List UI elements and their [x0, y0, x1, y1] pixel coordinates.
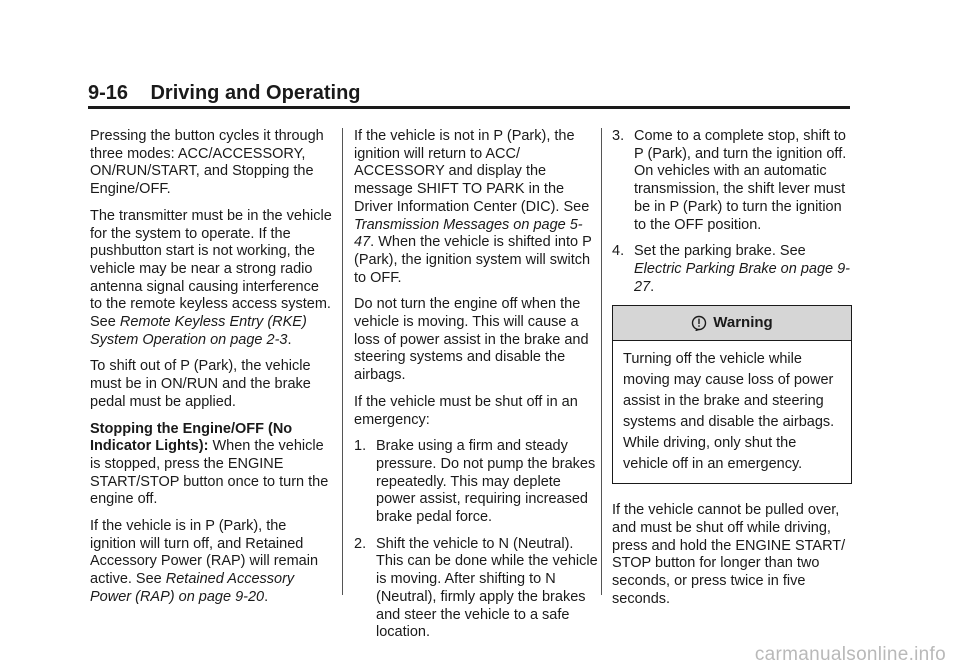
- warning-header: [613, 306, 851, 341]
- list-item-text: Come to a complete stop, shift to P (Park), and turn the ignition off. On vehicles with an automatic transmission, the shift lever must be in P (Park) to turn the ignition to the OFF position.: [634, 128, 847, 233]
- paragraph: To shift out of P (Park), the vehicle must be in ON/RUN and the brake pedal must be applied.: [90, 358, 311, 410]
- page-number: 9-16: [88, 82, 129, 104]
- numbered-list: [612, 128, 852, 296]
- paragraph: If the vehicle cannot be pulled over, and must be shut off while driving, press and hold the ENGINE START/ STOP button for longer than two seconds, or press twice in five seconds.: [612, 502, 846, 607]
- list-item: [354, 438, 598, 527]
- warning-body: Turning off the vehicle while moving may cause loss of power assist in the brake and steering systems and disable the airbags. While driving, only shut the vehicle off in an emergency.: [623, 351, 835, 473]
- column-2: [354, 128, 598, 651]
- column-1: [90, 128, 334, 616]
- watermark: carmanualsonline.info: [754, 644, 946, 665]
- paragraph-text: When the vehicle is stopped, press the ENGINE START/STOP button once to turn the engine off.: [90, 438, 329, 508]
- paragraph-text: .: [264, 588, 269, 605]
- paragraph-text: . When the vehicle is shifted into P (Park), the ignition system will switch to OFF.: [354, 234, 592, 286]
- list-item-text: Set the parking brake. See: [634, 243, 806, 260]
- list-item-text: Brake using a firm and steady pressure. Do not pump the brakes repeatedly. This may deplete power assist, requiring increased brake pedal force.: [376, 438, 596, 526]
- paragraph-text: If the vehicle is in P (Park), the ignition will turn off, and Retained Accessory Power (RAP) will remain active. See: [90, 518, 319, 588]
- column-divider: [601, 128, 602, 595]
- paragraph: [90, 421, 334, 510]
- paragraph-text: .: [287, 331, 292, 348]
- list-number: 1.: [354, 438, 367, 455]
- paragraph: If the vehicle must be shut off in an emergency:: [354, 393, 578, 428]
- numbered-list: [354, 438, 598, 642]
- warning-box: [612, 305, 852, 484]
- warning-title: Warning: [713, 314, 773, 332]
- cross-reference-link[interactable]: Electric Parking Brake on page 9-27: [634, 260, 850, 295]
- cross-reference-link[interactable]: Remote Keyless Entry (RKE) System Operation on page 2-3: [90, 314, 307, 348]
- column-divider: [342, 128, 343, 595]
- list-number: 4.: [612, 243, 625, 260]
- page-header: [88, 80, 850, 109]
- list-item: [612, 243, 852, 296]
- warning-icon: [691, 315, 707, 331]
- column-3: [612, 128, 852, 618]
- list-item-text: .: [650, 278, 655, 295]
- list-number: 3.: [612, 128, 625, 144]
- paragraph-text: The transmitter must be in the vehicle for the system to operate. If the pushbutton start is not working, the vehicle may be near a strong radio antenna signal causing interference to the remote keyless access system. See: [90, 207, 332, 331]
- section-title: Driving and Operating: [150, 82, 361, 104]
- paragraph: [90, 518, 334, 607]
- paragraph-text: If the vehicle is not in P (Park), the ignition will return to ACC/ ACCESSORY and display the message SHIFT TO PARK in the Driver Information Center (DIC). See: [354, 128, 590, 215]
- cross-reference-link[interactable]: Transmission Messages on page 5-47: [354, 216, 583, 251]
- list-item: [354, 536, 598, 642]
- list-item: [612, 128, 852, 234]
- paragraph: Do not turn the engine off when the vehicle is moving. This will cause a loss of power assist in the brake and steering systems and disable the airbags.: [354, 296, 589, 384]
- subheading: Stopping the Engine/OFF (No Indicator Lights):: [90, 420, 293, 455]
- paragraph: Pressing the button cycles it through three modes: ACC/ACCESSORY, ON/RUN/START, and Stopping the Engine/OFF.: [90, 128, 324, 198]
- paragraph: [90, 208, 334, 350]
- paragraph: [354, 128, 598, 287]
- list-number: 2.: [354, 535, 367, 552]
- cross-reference-link[interactable]: Retained Accessory Power (RAP) on page 9-20: [90, 571, 295, 605]
- list-item-text: Shift the vehicle to N (Neutral). This can be done while the vehicle is moving. After shifting to N (Neutral), firmly apply the brakes and steer the vehicle to a safe location.: [376, 535, 598, 641]
